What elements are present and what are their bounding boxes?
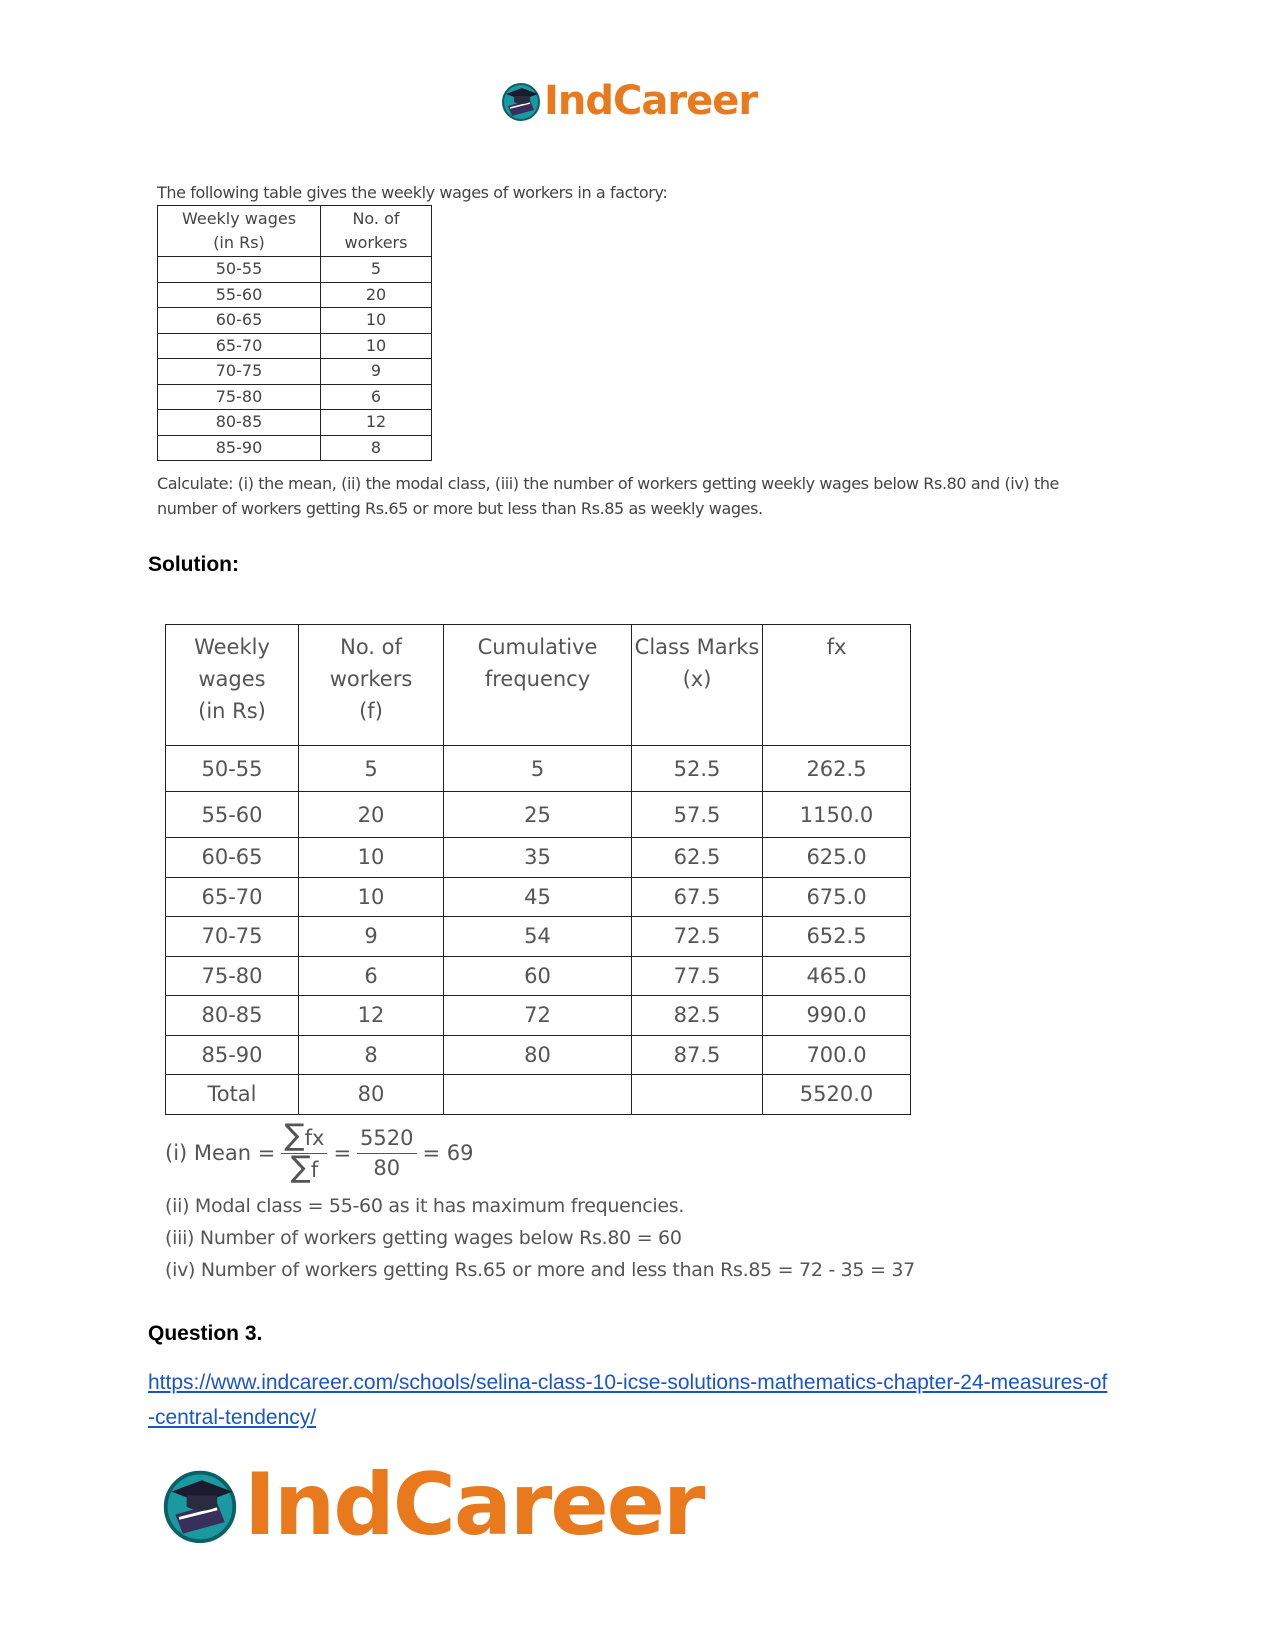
cell: 80-85 xyxy=(166,996,299,1036)
brand-logo-top xyxy=(500,78,757,124)
cell: 75-80 xyxy=(158,384,321,410)
table-row xyxy=(166,792,911,838)
cell: 50-55 xyxy=(166,746,299,792)
header-line: (f) xyxy=(359,699,383,723)
table-row xyxy=(158,435,432,461)
cell: 10 xyxy=(299,838,444,878)
cell: 70-75 xyxy=(166,917,299,957)
cell: Total xyxy=(166,1075,299,1115)
cell: 52.5 xyxy=(632,746,763,792)
header-line: (in Rs) xyxy=(213,233,265,252)
mean-result: = 69 xyxy=(422,1141,474,1165)
header-line: (x) xyxy=(682,667,712,691)
header-line: Class Marks xyxy=(634,635,760,659)
brand-logo-bottom xyxy=(160,1455,703,1555)
table-row xyxy=(166,877,911,917)
cell: 6 xyxy=(299,956,444,996)
header-line: (in Rs) xyxy=(198,699,266,723)
cell: 62.5 xyxy=(632,838,763,878)
cell: 20 xyxy=(321,282,432,308)
table-row-total xyxy=(166,1075,911,1115)
cell: 6 xyxy=(321,384,432,410)
cell: 5 xyxy=(299,746,444,792)
denominator-text: f xyxy=(310,1158,319,1182)
question-table xyxy=(157,205,432,461)
cell: 60-65 xyxy=(166,838,299,878)
cell: 85-90 xyxy=(166,1035,299,1075)
fraction-5520-over-80 xyxy=(357,1125,416,1181)
header-line: Weekly xyxy=(194,635,270,659)
cell: 82.5 xyxy=(632,996,763,1036)
cell: 1150.0 xyxy=(763,792,911,838)
header-line: Weekly wages xyxy=(181,209,297,228)
solution-table xyxy=(165,624,911,1115)
question-calculate: Calculate: (i) the mean, (ii) the modal class, (iii) the number of workers getting weekly wages below Rs.80 and (iv) the number of workers getting Rs.65 or more but less than Rs.85 as weekly wages. xyxy=(157,474,1060,518)
table-row xyxy=(158,308,432,334)
fraction-sum-fx-over-sum-f xyxy=(281,1118,327,1185)
question-3-heading: Question 3. xyxy=(148,1322,263,1345)
mean-formula xyxy=(165,1118,474,1185)
cell: 10 xyxy=(299,877,444,917)
cell: 8 xyxy=(321,435,432,461)
header-no-of-workers xyxy=(299,625,444,746)
table-row xyxy=(166,956,911,996)
question-intro: The following table gives the weekly wages of workers in a factory: xyxy=(157,183,668,202)
cell: 60 xyxy=(444,956,632,996)
cell: 45 xyxy=(444,877,632,917)
cell: 70-75 xyxy=(158,359,321,385)
cell: 9 xyxy=(321,359,432,385)
cell: 65-70 xyxy=(158,333,321,359)
cell: 700.0 xyxy=(763,1035,911,1075)
cell: 72 xyxy=(444,996,632,1036)
table-row xyxy=(158,282,432,308)
header-line: Cumulative xyxy=(477,635,598,659)
cell: 465.0 xyxy=(763,956,911,996)
cell: 50-55 xyxy=(158,257,321,283)
cell: 5 xyxy=(321,257,432,283)
cell: 9 xyxy=(299,917,444,957)
cell: 67.5 xyxy=(632,877,763,917)
table-row xyxy=(166,996,911,1036)
cell: 75-80 xyxy=(166,956,299,996)
cell: 5520.0 xyxy=(763,1075,911,1115)
header-weekly-wages xyxy=(158,206,321,257)
cell: 625.0 xyxy=(763,838,911,878)
fraction-denominator: 80 xyxy=(373,1156,401,1180)
cell: 25 xyxy=(444,792,632,838)
cell: 55-60 xyxy=(166,792,299,838)
fraction-denominator xyxy=(290,1150,319,1185)
cell: 10 xyxy=(321,308,432,334)
cell xyxy=(632,1075,763,1115)
header-class-marks xyxy=(632,625,763,746)
cell: 87.5 xyxy=(632,1035,763,1075)
cell: 55-60 xyxy=(158,282,321,308)
cell xyxy=(444,1075,632,1115)
table-row xyxy=(158,359,432,385)
chapter-link[interactable]: https://www.indcareer.com/schools/selina-class-10-icse-solutions-mathematics-chapter-24-measures-of-central-tendency/ xyxy=(148,1371,1108,1429)
header-line: wages xyxy=(198,667,266,691)
cell: 57.5 xyxy=(632,792,763,838)
cell: 10 xyxy=(321,333,432,359)
header-fx xyxy=(763,625,911,746)
cell: 77.5 xyxy=(632,956,763,996)
cell: 60-65 xyxy=(158,308,321,334)
cell: 85-90 xyxy=(158,435,321,461)
header-no-of-workers xyxy=(321,206,432,257)
sigma-icon: ∑ xyxy=(284,1118,305,1153)
cell: 80-85 xyxy=(158,410,321,436)
header-line: workers xyxy=(344,233,408,252)
header-line: No. of xyxy=(352,209,400,228)
brand-name: IndCareer xyxy=(544,78,758,124)
table-row xyxy=(158,410,432,436)
header-line: No. of xyxy=(340,635,402,659)
cell: 54 xyxy=(444,917,632,957)
sigma-icon: ∑ xyxy=(290,1150,311,1185)
table-row xyxy=(166,1035,911,1075)
cell: 80 xyxy=(444,1035,632,1075)
cell: 35 xyxy=(444,838,632,878)
table-row xyxy=(158,384,432,410)
fraction-numerator: 5520 xyxy=(357,1125,416,1154)
header-line: frequency xyxy=(484,667,591,691)
header-line: fx xyxy=(826,635,847,659)
graduation-cap-icon xyxy=(160,1465,240,1545)
cell: 262.5 xyxy=(763,746,911,792)
brand-name: IndCareer xyxy=(244,1455,704,1555)
graduation-cap-icon xyxy=(500,80,542,122)
solution-heading: Solution: xyxy=(148,553,239,576)
table-header-row xyxy=(166,625,911,746)
table-row xyxy=(158,257,432,283)
answer-65-to-85: (iv) Number of workers getting Rs.65 or more and less than Rs.85 = 72 - 35 = 37 xyxy=(165,1259,915,1281)
table-row xyxy=(158,333,432,359)
cell: 5 xyxy=(444,746,632,792)
cell: 12 xyxy=(321,410,432,436)
table-row xyxy=(166,838,911,878)
cell: 8 xyxy=(299,1035,444,1075)
cell: 80 xyxy=(299,1075,444,1115)
numerator-text: fx xyxy=(304,1126,325,1150)
table-row xyxy=(166,746,911,792)
mean-label: (i) Mean = xyxy=(165,1141,276,1165)
header-weekly-wages xyxy=(166,625,299,746)
cell: 675.0 xyxy=(763,877,911,917)
cell: 12 xyxy=(299,996,444,1036)
equals-sign: = xyxy=(333,1141,352,1165)
cell: 652.5 xyxy=(763,917,911,957)
cell: 20 xyxy=(299,792,444,838)
cell: 990.0 xyxy=(763,996,911,1036)
table-row xyxy=(166,917,911,957)
cell: 72.5 xyxy=(632,917,763,957)
answer-modal-class: (ii) Modal class = 55-60 as it has maximum frequencies. xyxy=(165,1195,685,1217)
header-line: workers xyxy=(329,667,413,691)
answer-below-80: (iii) Number of workers getting wages below Rs.80 = 60 xyxy=(165,1227,682,1249)
table-header-row xyxy=(158,206,432,257)
header-cumulative-frequency xyxy=(444,625,632,746)
cell: 65-70 xyxy=(166,877,299,917)
